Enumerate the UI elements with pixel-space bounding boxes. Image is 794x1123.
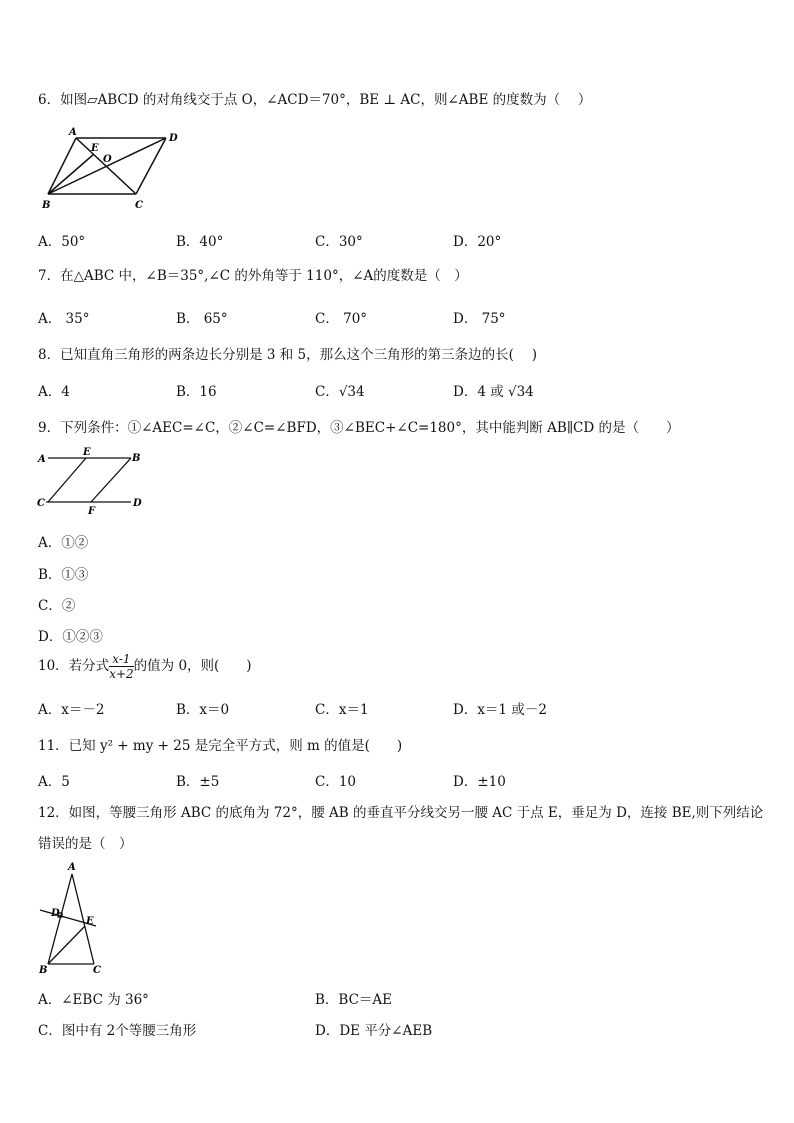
q12-option-a: A．∠EBC 为 36° [38, 992, 149, 1008]
question-9-figure [36, 446, 151, 516]
q11-option-a: A．5 [38, 774, 70, 790]
question-8-text: 8．已知直角三角形的两条边长分别是 3 和 5，那么这个三角形的第三条边的长( ) [38, 347, 537, 363]
fig12-label-d: D [51, 908, 60, 919]
fig6-label-o: O [103, 154, 112, 165]
q6-option-a: A．50° [38, 234, 86, 250]
fig6-label-c: C [135, 200, 143, 211]
question-10-text [38, 652, 252, 681]
question-7-text: 7．在△ABC 中，∠B＝35°,∠C 的外角等于 110°，∠A的度数是（ ） [38, 268, 468, 284]
q9-option-b: B．①③ [38, 567, 89, 583]
q6-option-d: D．20° [453, 234, 502, 250]
q10-numerator: x-1 [109, 652, 133, 667]
q12-option-d: D．DE 平分∠AEB [315, 1023, 433, 1039]
fig9-label-e: E [83, 447, 91, 458]
q6-option-c: C．30° [315, 234, 363, 250]
q9-option-c: C．② [38, 598, 76, 614]
fig12-label-a: A [68, 862, 76, 873]
q7-option-c: C． 70° [315, 311, 368, 327]
q11-option-d: D．±10 [453, 774, 506, 790]
q7-option-d: D． 75° [453, 311, 506, 327]
q12-option-b: B．BC＝AE [315, 992, 393, 1008]
fig6-label-a: A [69, 127, 77, 138]
q7-option-b: B． 65° [176, 311, 228, 327]
question-9-text: 9．下列条件：①∠AEC=∠C，②∠C=∠BFD，③∠BEC+∠C=180°，其中能判断 AB∥CD 的是（ ） [38, 420, 680, 436]
fig12-label-e: E [86, 916, 94, 927]
q10-option-c: C．x＝1 [315, 702, 369, 718]
fig6-label-d: D [169, 133, 178, 144]
q8-option-d: D．4 或 √34 [453, 384, 534, 400]
question-11-text: 11．已知 y² + my + 25 是完全平方式，则 m 的值是( ) [38, 738, 403, 754]
q8-option-c: C．√34 [315, 384, 365, 400]
q10-denominator: x+2 [109, 667, 134, 681]
q10-prefix: 10．若分式 [38, 658, 110, 674]
q10-fraction [109, 652, 133, 681]
q10-option-d: D．x＝1 或－2 [453, 702, 547, 718]
fig9-label-b: B [132, 453, 141, 464]
fig9-label-c: C [37, 498, 45, 509]
question-12-figure [36, 860, 116, 978]
q10-option-a: A．x＝－2 [38, 702, 105, 718]
fig6-label-e: E [91, 143, 99, 154]
fig9-label-a: A [38, 454, 46, 465]
fig9-label-d: D [133, 498, 142, 509]
q11-option-c: C．10 [315, 774, 357, 790]
question-12-text-line1: 12．如图，等腰三角形 ABC 的底角为 72°，腰 AB 的垂直平分线交另一腰 AC 于点 E，垂足为 D，连接 BE,则下列结论 [38, 805, 764, 821]
question-6-text: 6．如图▱ABCD 的对角线交于点 O，∠ACD＝70°，BE ⊥ AC，则∠ABE 的度数为（ ） [38, 92, 592, 108]
fig12-label-b: B [39, 965, 48, 976]
q10-suffix: 的值为 0，则( ) [133, 658, 252, 674]
q12-option-c: C．图中有 2个等腰三角形 [38, 1023, 197, 1039]
question-6-figure [38, 124, 188, 214]
q9-option-d: D．①②③ [38, 629, 103, 645]
fig12-label-c: C [93, 965, 101, 976]
q11-option-b: B．±5 [176, 774, 220, 790]
fig6-label-b: B [42, 200, 51, 211]
q8-option-a: A．4 [38, 384, 70, 400]
q7-option-a: A． 35° [38, 311, 90, 327]
q8-option-b: B．16 [176, 384, 217, 400]
fig9-label-f: F [88, 506, 96, 516]
q10-option-b: B．x＝0 [176, 702, 230, 718]
q9-option-a: A．①② [38, 535, 89, 551]
q6-option-b: B．40° [176, 234, 224, 250]
question-12-text-line2: 错误的是（ ） [38, 836, 133, 852]
